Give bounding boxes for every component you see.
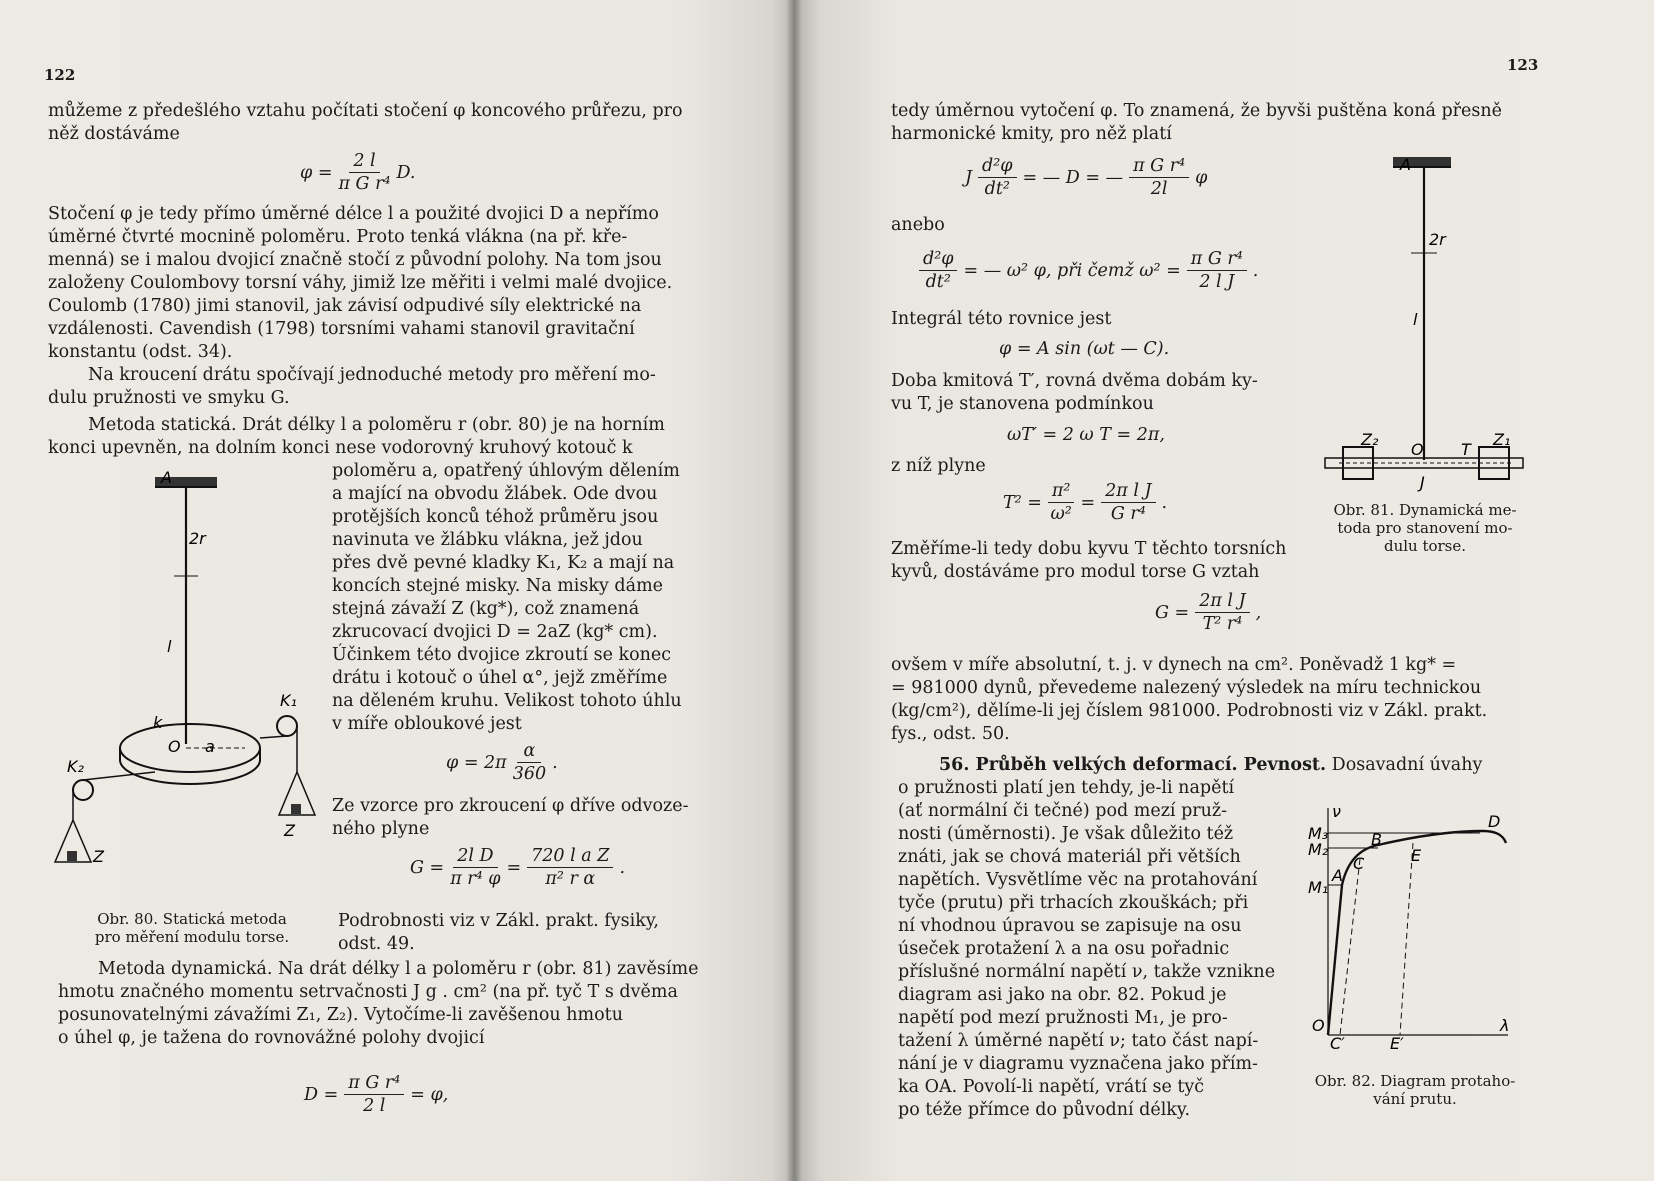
numerator: 2π l J xyxy=(1195,590,1249,613)
label-2r: 2r xyxy=(189,529,206,548)
denominator: dt² xyxy=(925,272,951,292)
text-line: (kg/cm²), dělíme-li jej číslem 981000. Podrobnosti viz v Zákl. prakt. xyxy=(891,701,1488,721)
label-c: C xyxy=(1353,854,1365,873)
label-e-prime: E′ xyxy=(1390,1034,1404,1053)
paragraph xyxy=(891,654,1487,746)
numerator: 720 l a Z xyxy=(527,845,613,868)
text-line: úseček protažení λ a na osu pořadnic xyxy=(898,939,1230,959)
text-line: harmonické kmity, pro něž platí xyxy=(891,124,1172,144)
denominator: π G r⁴ xyxy=(338,174,391,194)
caption-line: toda pro stanovení mo- xyxy=(1337,519,1513,537)
text-line: protějších konců téhož průměru jsou xyxy=(332,507,659,527)
text-line: koncích stejné misky. Na misky dáme xyxy=(332,576,664,596)
label-j: J xyxy=(1420,473,1425,492)
label-m1: M₁ xyxy=(1308,878,1329,897)
text-line: po téže přímce do původní délky. xyxy=(898,1100,1191,1120)
label-z2: Z₂ xyxy=(1361,430,1379,449)
weight xyxy=(67,851,77,861)
text-line: drátu i kotouč o úhel α°, jejž změříme xyxy=(332,668,668,688)
eq-mid: = — ω² φ, při čemž ω² = xyxy=(963,260,1181,281)
text-line: ného plyne xyxy=(332,819,430,839)
figure-caption xyxy=(1315,501,1535,555)
label-m2: M₂ xyxy=(1308,840,1329,859)
paragraph xyxy=(48,414,665,460)
section-tail: Dosavadní úvahy xyxy=(1331,755,1483,775)
pulley-k2 xyxy=(73,780,93,800)
equation xyxy=(1155,590,1261,635)
paragraph xyxy=(891,100,1502,146)
paragraph xyxy=(48,364,656,410)
text-line: konstantu (odst. 34). xyxy=(48,342,233,362)
equation xyxy=(410,845,625,890)
label-a: A xyxy=(1332,866,1343,885)
fraction xyxy=(919,248,957,293)
text-line: tyče (prutu) při trhacích zkouškách; při xyxy=(898,893,1249,913)
numerator: 2l D xyxy=(453,845,497,868)
text-line: posunovatelnými závažími Z₁, Z₂). Vytočíme-li zavěšenou hmotu xyxy=(58,1005,623,1025)
caption-line: Obr. 82. Diagram protaho- xyxy=(1314,1072,1516,1090)
text-line: Metoda dynamická. Na drát délky l a poloměru r (obr. 81) zavěsíme xyxy=(98,959,699,979)
caption-line: vání prutu. xyxy=(1373,1090,1457,1108)
denominator: π r⁴ φ xyxy=(450,869,501,889)
eq-mid: = xyxy=(1080,492,1096,513)
text-line: konci upevněn, na dolním konci nese vodorovný kruhový kotouč k xyxy=(48,438,633,458)
text-line: Integrál této rovnice jest xyxy=(891,309,1112,329)
equation: φ = A sin (ωt — C). xyxy=(999,339,1170,359)
label-z: Z xyxy=(284,821,295,840)
label-a: A xyxy=(161,468,172,487)
label-b: B xyxy=(1371,830,1382,849)
numerator: π² xyxy=(1048,480,1075,503)
fraction xyxy=(1187,248,1247,293)
paragraph xyxy=(48,203,672,364)
text-line: hmotu značného momentu setrvačnosti J g . cm² (na př. tyč T s dvěma xyxy=(58,982,678,1002)
text-line: menná) se i malou dvojicí značně stočí z původní polohy. Na tom jsou xyxy=(48,250,662,270)
label-z1: Z₁ xyxy=(1493,430,1511,449)
fraction xyxy=(1101,480,1155,525)
label-k1: K₁ xyxy=(280,691,297,710)
fraction xyxy=(978,155,1016,200)
numerator: 2 l xyxy=(349,150,379,173)
text-line: Účinkem této dvojice zkroutí se konec xyxy=(332,645,672,665)
eq-tail: D. xyxy=(396,162,416,183)
fraction xyxy=(1129,155,1189,200)
text-line: přes dvě pevné kladky K₁, K₂ a mají na xyxy=(332,553,675,573)
pulley-k1 xyxy=(277,716,297,736)
equation xyxy=(300,150,415,195)
fraction xyxy=(527,845,613,890)
eq-tail: φ xyxy=(1195,167,1208,188)
text-line: odst. 49. xyxy=(338,934,415,954)
denominator: π² r α xyxy=(545,869,596,889)
denominator: T² r⁴ xyxy=(1202,614,1243,634)
eq-lhs: G = xyxy=(1155,602,1190,623)
equation: ωT′ = 2 ω T = 2π, xyxy=(1007,425,1165,445)
eq-tail: , xyxy=(1255,602,1262,623)
page-number: 123 xyxy=(1507,56,1539,74)
label-l: l xyxy=(1413,310,1418,329)
caption-line: Obr. 81. Dynamická me- xyxy=(1333,501,1517,519)
eq-lhs: D = xyxy=(304,1084,339,1105)
text-line: (ať normální či tečné) pod mezí pruž- xyxy=(898,801,1228,821)
string xyxy=(260,736,287,738)
text-line: příslušné normální napětí ν, takže vznikne xyxy=(898,962,1276,982)
equation xyxy=(446,740,558,785)
paragraph xyxy=(891,538,1286,584)
text-line: o úhel φ, je tažena do rovnovážné polohy dvojicí xyxy=(58,1028,485,1048)
numerator: 2π l J xyxy=(1101,480,1155,503)
text-line: Na kroucení drátu spočívají jednoduché metody pro měření mo- xyxy=(88,365,656,385)
denominator: 2 l xyxy=(363,1096,386,1116)
denominator: 360 xyxy=(512,764,547,784)
text-line: na děleném kruhu. Velikost tohoto úhlu xyxy=(332,691,682,711)
page-number: 122 xyxy=(44,66,76,84)
equation xyxy=(1003,480,1167,525)
label-o: O xyxy=(1411,440,1424,459)
left-page xyxy=(0,0,795,1181)
numerator: d²φ xyxy=(919,248,957,271)
figure-caption xyxy=(78,910,306,946)
eq-tail: . xyxy=(619,857,626,878)
numerator: π G r⁴ xyxy=(344,1072,404,1095)
text-line: tažení λ úměrné napětí ν; tato část napí- xyxy=(898,1031,1259,1051)
label-a-radius: a xyxy=(205,737,215,756)
book-gutter xyxy=(786,0,802,1181)
text-line: Změříme-li tedy dobu kyvu T těchto torsních xyxy=(891,539,1287,559)
numerator: π G r⁴ xyxy=(1129,155,1189,178)
text-line: ovšem v míře absolutní, t. j. v dynech na cm². Poněvadž 1 kg* = xyxy=(891,655,1457,675)
unloading-line-e xyxy=(1400,843,1413,1035)
text-line: úměrné čtvrté mocnině poloměru. Proto tenká vlákna (na př. kře- xyxy=(48,227,628,247)
denominator: G r⁴ xyxy=(1110,504,1146,524)
label-z: Z xyxy=(93,847,104,866)
eq-lhs: J xyxy=(965,167,973,188)
figure-81-dynamic-method xyxy=(1325,155,1525,495)
eq-mid: = — D = — xyxy=(1022,167,1124,188)
fraction xyxy=(450,845,500,890)
label-k2: K₂ xyxy=(67,757,84,776)
eq-tail: = φ, xyxy=(410,1084,449,1105)
text-line: Podrobnosti viz v Zákl. prakt. fysiky, xyxy=(338,911,659,931)
text-line: nání je v diagramu vyznačena jako přím- xyxy=(898,1054,1258,1074)
text-line: diagram asi jako na obr. 82. Pokud je xyxy=(898,985,1227,1005)
text-line: zkrucovací dvojici D = 2aZ (kg* cm). xyxy=(332,622,658,642)
label-c-prime: C′ xyxy=(1330,1034,1345,1053)
numerator: d²φ xyxy=(978,155,1016,178)
figure-82-stress-strain-diagram xyxy=(1308,802,1518,1053)
fraction xyxy=(338,150,390,195)
text-line: poloměru a, opatřený úhlovým dělením xyxy=(332,461,680,481)
section-heading-line xyxy=(939,754,1482,777)
eq-lhs: φ = xyxy=(300,162,333,183)
paragraph xyxy=(332,795,689,841)
caption-line: dulu torse. xyxy=(1383,537,1467,555)
eq-tail: . xyxy=(1161,492,1168,513)
fraction xyxy=(1195,590,1249,635)
text-line: založeny Coulombovy torsní váhy, jimiž lze měřiti i velmi malé dvojice. xyxy=(48,273,673,293)
text-line: můžeme z předešlého vztahu počítati stočení φ koncového průřezu, pro xyxy=(48,101,683,121)
weight xyxy=(291,804,301,814)
label-k: k xyxy=(153,713,163,732)
numerator: π G r⁴ xyxy=(1187,248,1247,271)
text-line: Metoda statická. Drát délky l a poloměru r (obr. 80) je na horním xyxy=(88,415,665,435)
paragraph xyxy=(891,370,1258,416)
text-line: o pružnosti platí jen tehdy, je-li napětí xyxy=(898,778,1235,798)
figure-caption xyxy=(1295,1072,1535,1108)
denominator: 2l xyxy=(1150,179,1168,199)
text-line: znáti, jak se chová materiál při větších xyxy=(898,847,1241,867)
text-line: vu T, je stanovena podmínkou xyxy=(891,394,1154,414)
text-line: Doba kmitová T′, rovná dvěma dobám ky- xyxy=(891,371,1258,391)
text-line: kyvů, dostáváme pro modul torse G vztah xyxy=(891,562,1260,582)
eq-lhs: T² = xyxy=(1003,492,1042,513)
caption-line: pro měření modulu torse. xyxy=(94,928,290,946)
label-lambda: λ xyxy=(1500,1016,1510,1035)
label-t: T xyxy=(1461,440,1471,459)
fraction xyxy=(344,1072,404,1117)
label-2r: 2r xyxy=(1429,230,1446,249)
text-line: = 981000 dynů, převedeme nalezený výsledek na míru technickou xyxy=(891,678,1482,698)
text-line: Coulomb (1780) jimi stanovil, jak závisí odpudivé síly elektrické na xyxy=(48,296,642,316)
label-m3: M₃ xyxy=(1308,824,1329,843)
label-o: O xyxy=(168,737,181,756)
text-line: napětích. Vysvětlíme věc na protahování xyxy=(898,870,1258,890)
section-heading: 56. Průběh velkých deformací. Pevnost. xyxy=(939,755,1327,775)
text-line: nosti (úměrnosti). Je však důležito též xyxy=(898,824,1234,844)
text-line: Stočení φ je tedy přímo úměrné délce l a použité dvojici D a nepřímo xyxy=(48,204,659,224)
eq-tail: . xyxy=(552,752,558,773)
text-line: ní vhodnou úpravou se zapisuje na osu xyxy=(898,916,1242,936)
right-page xyxy=(795,0,1654,1181)
eq-lhs: G = xyxy=(410,857,445,878)
label-v: ν xyxy=(1332,802,1341,821)
label-a: A xyxy=(1400,155,1411,174)
text-line: něž dostáváme xyxy=(48,124,180,144)
text-line: tedy úměrnou vytočení φ. To znamená, že byvši puštěna koná přesně xyxy=(891,101,1502,121)
figure-80-static-method xyxy=(55,470,325,910)
numerator: α xyxy=(517,740,541,763)
equation xyxy=(919,248,1258,293)
caption-line: Obr. 80. Statická metoda xyxy=(97,910,287,928)
text-line: fys., odst. 50. xyxy=(891,724,1010,744)
denominator: ω² xyxy=(1050,504,1072,524)
eq-tail: . xyxy=(1252,260,1259,281)
text-line: z níž plyne xyxy=(891,456,986,476)
denominator: dt² xyxy=(984,179,1010,199)
label-e: E xyxy=(1411,846,1422,865)
text-line: Ze vzorce pro zkroucení φ dříve odvoze- xyxy=(332,796,689,816)
paragraph xyxy=(338,910,659,956)
text-line: dulu pružnosti ve smyku G. xyxy=(48,388,290,408)
text-line: stejná závaží Z (kg*), což znamená xyxy=(332,599,640,619)
equation xyxy=(304,1072,448,1117)
paragraph-column xyxy=(332,460,682,736)
eq-lhs: φ = 2π xyxy=(446,752,507,773)
paragraph xyxy=(48,100,683,146)
paragraph xyxy=(898,777,1275,1122)
label-o: O xyxy=(1312,1016,1325,1035)
denominator: 2 l J xyxy=(1199,272,1235,292)
fraction xyxy=(1048,480,1075,525)
text-line: anebo xyxy=(891,215,945,235)
label-d: D xyxy=(1488,812,1501,831)
text-line: napětí pod mezí pružnosti M₁, je pro- xyxy=(898,1008,1228,1028)
eq-mid: = xyxy=(506,857,522,878)
fraction xyxy=(513,740,546,785)
text-line: v míře obloukové jest xyxy=(332,714,522,734)
text-line: ka OA. Povolí-li napětí, vrátí se tyč xyxy=(898,1077,1205,1097)
label-l: l xyxy=(167,637,172,656)
equation xyxy=(965,155,1207,200)
text-line: vzdálenosti. Cavendish (1798) torsními vahami stanovil gravitační xyxy=(48,319,635,339)
text-line: a mající na obvodu žlábek. Ode dvou xyxy=(332,484,658,504)
text-line: navinuta ve žlábku vlákna, jež jdou xyxy=(332,530,643,550)
paragraph xyxy=(58,958,698,1050)
